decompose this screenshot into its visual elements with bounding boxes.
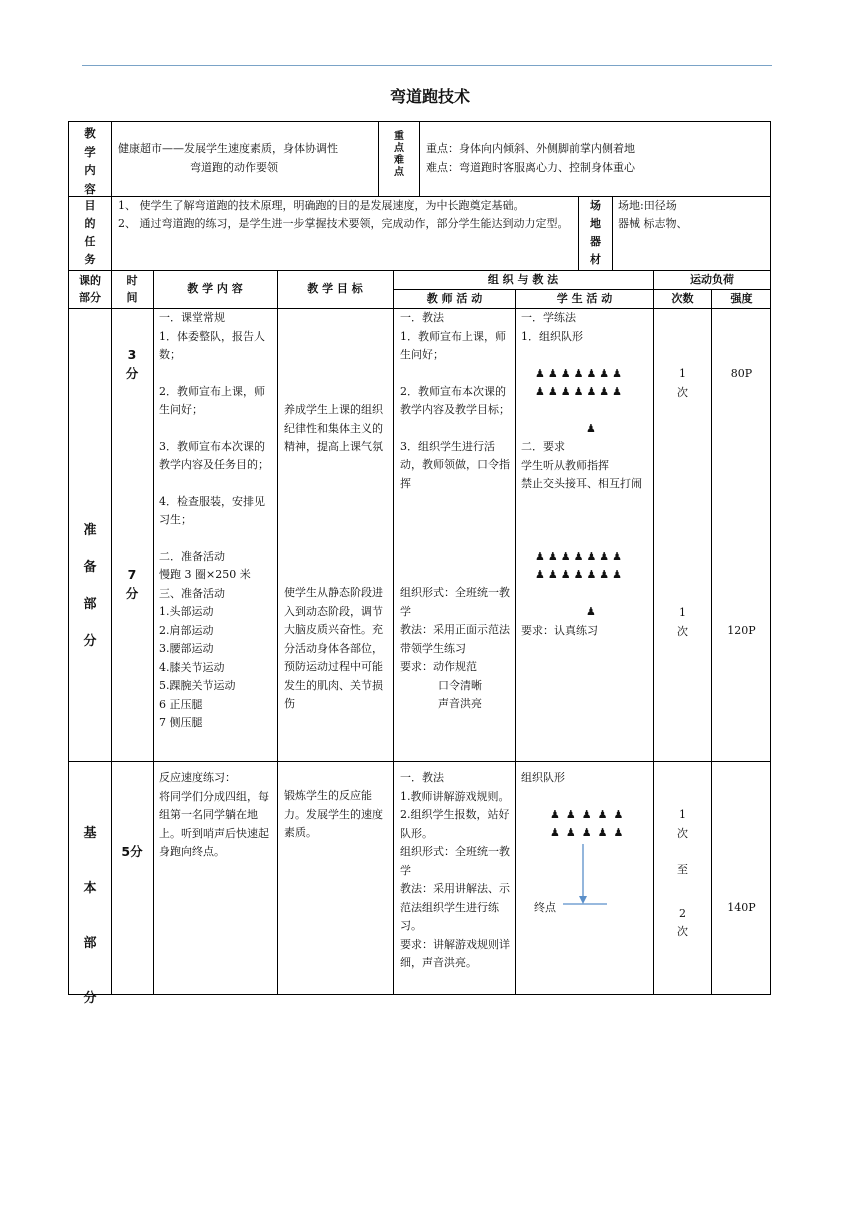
key-point: 重点：身体向内倾斜、外侧脚前掌内侧着地	[426, 142, 635, 155]
formation-row: ♟♟♟♟♟♟♟	[535, 385, 626, 398]
basic-intensity: 140P	[727, 901, 756, 914]
prep-teacher-2: 组织形式：全班统一教学 教法：采用正面示范法带领学生练习 要求：动作规范 口令清晰 声音洪亮	[400, 586, 510, 710]
basic-teacher: 一．教法 1.教师讲解游戏规则。 2.组织学生报数，站好队形。 组织形式：全班统一教学 教法：采用讲解法、示范法组织学生进行练习。 要求：讲解游戏规则详细，声音洪亮。	[400, 771, 510, 969]
basic-time: 5分	[121, 844, 143, 859]
run-direction-arrow	[560, 840, 620, 910]
prep-time-2: 7分	[125, 567, 139, 601]
prep-part-label: 准 备 部 分	[83, 523, 97, 649]
col-teacher: 教 师 活 动	[426, 292, 483, 305]
prep-goal-1: 养成学生上课的组织纪律性和集体主义的精神，提高上课气氛	[284, 403, 383, 453]
teacher-marker: ♟	[586, 605, 599, 618]
col-student: 学 生 活 动	[556, 292, 613, 305]
col-content: 教 学 内 容	[187, 282, 243, 295]
task-2: 2、 通过弯道跑的练习，是学生进一步掌握技术要领，完成动作，部分学生能达到动力定型。	[118, 217, 569, 230]
basic-content: 反应速度练习： 将同学们分成四组，每组第一名同学躺在地上。听到哨声后快速起身跑向终点。	[159, 771, 269, 858]
col-goal: 教 学 目 标	[307, 282, 363, 295]
col-time: 时间	[126, 274, 138, 304]
prep-student-1: 一．学练法 1．组织队形	[521, 311, 583, 343]
basic-times: 1 次 至 2 次	[677, 808, 688, 938]
key-label: 重 点 难 点	[394, 131, 404, 178]
prep-times-1: 1 次	[677, 367, 688, 399]
col-org: 组 织 与 教 法	[487, 273, 559, 286]
finish-label: 终点	[534, 901, 556, 914]
content-text-1: 健康超市——发展学生速度素质，身体协调性	[118, 142, 338, 155]
col-load: 运动负荷	[690, 273, 734, 286]
venue-1: 场地:田径场	[618, 199, 677, 212]
basic-student: 组织队形	[521, 771, 565, 784]
header-rule	[82, 65, 772, 66]
col-times: 次数	[671, 292, 694, 305]
formation-row: ♟♟♟♟♟♟♟	[535, 568, 626, 581]
prep-teacher-1: 一．教法 1．教师宣布上课，师生问好； 2．教师宣布本次课的教学内容及教学目标； 3．组织学生进行活动，教师领做，口令指挥	[400, 311, 510, 490]
difficulty: 难点：弯道跑时客服离心力、控制身体重心	[426, 161, 635, 174]
basic-goal: 锻炼学生的反应能力。发展学生的速度素质。	[284, 789, 383, 839]
teacher-marker: ♟	[586, 422, 599, 435]
prep-goal-2: 使学生从静态阶段进入到动态阶段，调节大脑皮质兴奋性。充分活动身体各部位，预防运动过程中可能发生的肌肉、关节损伤	[284, 586, 383, 710]
prep-time-1: 3分	[125, 347, 139, 381]
content-label: 教 学 内 容	[84, 126, 96, 196]
col-part: 课的部分	[79, 274, 101, 304]
prep-intensity-2: 120P	[727, 624, 756, 637]
page-title: 弯道跑技术	[389, 87, 470, 106]
task-label: 目 的 任 务	[84, 199, 96, 266]
task-1: 1、 使学生了解弯道跑的技术原理，明确跑的目的是发展速度，为中长跑奠定基础。	[118, 199, 525, 212]
venue-2: 器械 标志物、	[618, 217, 688, 230]
formation-row: ♟♟♟♟♟♟♟	[535, 550, 626, 563]
prep-content: 一．课堂常规 1．体委整队，报告人数； 2．教师宣布上课，师生问好； 3．教师宣布本次课的教学内容及任务目的； 4．检查服装，安排见习生； 二．准备活动 慢跑 3 圈×250 米 三、准备活动 1.头部运动 2.肩部运动 3.腰部运动 4.膝关节运动 5.踝腕关节运动 6 正压腿 7 侧压腿	[159, 311, 269, 729]
prep-intensity-1: 80P	[730, 367, 753, 380]
prep-student-3: 要求：认真练习	[521, 624, 598, 637]
prep-student-2: 二．要求 学生听从教师指挥 禁止交头接耳、相互打闹	[521, 440, 642, 490]
content-text-2: 弯道跑的动作要领	[190, 161, 278, 174]
basic-part-label: 基 本 部 分	[83, 826, 97, 1006]
formation-row: ♟♟♟♟♟♟♟	[535, 367, 626, 380]
formation-row: ♟♟♟♟♟	[550, 808, 630, 821]
col-intensity: 强度	[730, 292, 753, 305]
venue-label: 场 地 器 材	[590, 199, 601, 266]
prep-times-2: 1 次	[677, 606, 688, 638]
formation-row: ♟♟♟♟♟	[550, 826, 630, 839]
